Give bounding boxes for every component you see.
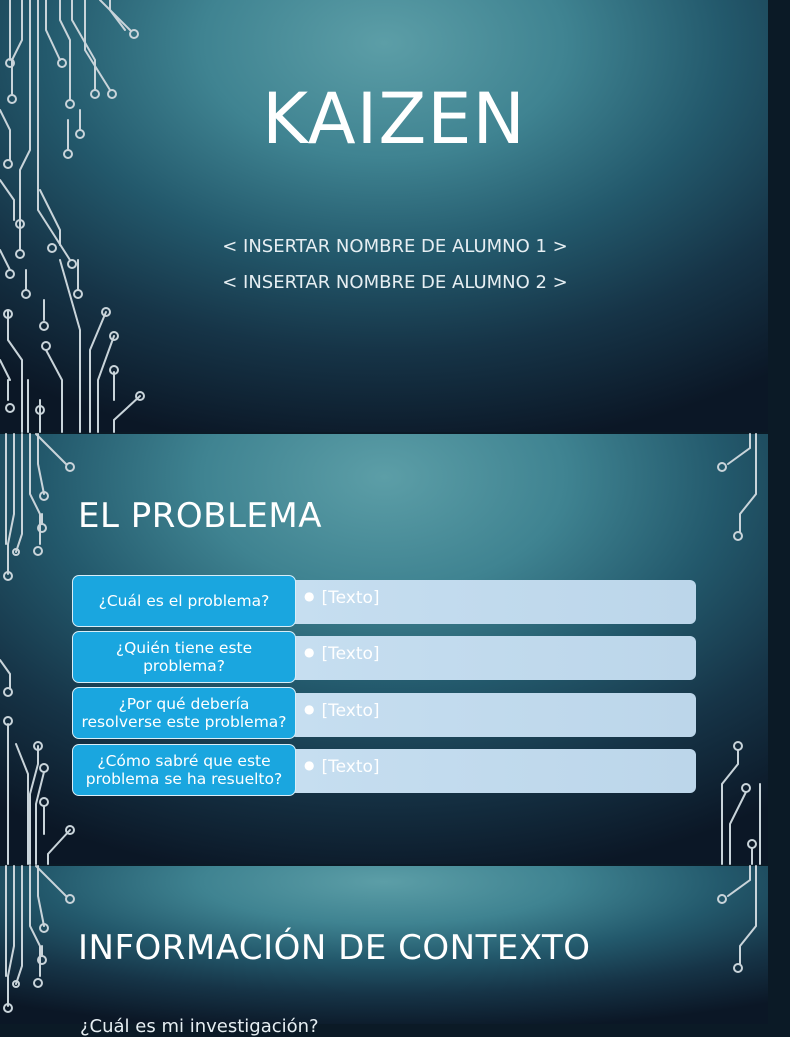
question-label: ¿Por qué debería resolverse este problema? <box>72 687 296 739</box>
answer-text: [Texto] <box>321 757 380 777</box>
title-slide <box>0 0 768 432</box>
question-label: ¿Cuál es el problema? <box>72 575 296 627</box>
answer-text: [Texto] <box>321 644 380 664</box>
bullet-icon: ● <box>304 758 315 772</box>
circuit-decoration-icon <box>0 0 768 432</box>
author-1: < INSERTAR NOMBRE DE ALUMNO 1 > <box>222 236 568 257</box>
problem-slide <box>0 434 768 864</box>
answer-bar <box>290 749 696 793</box>
question-label: ¿Cómo sabré que este problema se ha resuelto? <box>72 744 296 796</box>
answer-bar <box>290 636 696 680</box>
answer-text: [Texto] <box>321 701 380 721</box>
answer-bar <box>290 580 696 624</box>
context-bullet: ¿Cuál es mi investigación? <box>80 1016 319 1037</box>
slide-heading: INFORMACIÓN DE CONTEXTO <box>78 928 591 968</box>
bullet-icon: ● <box>304 702 315 716</box>
slide-heading: EL PROBLEMA <box>78 496 322 536</box>
bullet-icon: ● <box>304 645 315 659</box>
author-2: < INSERTAR NOMBRE DE ALUMNO 2 > <box>222 272 568 293</box>
answer-text: [Texto] <box>321 588 380 608</box>
context-slide <box>0 866 768 1037</box>
question-label: ¿Quién tiene este problema? <box>72 631 296 683</box>
slide-title: KAIZEN <box>262 78 526 160</box>
answer-bar <box>290 693 696 737</box>
bullet-icon: ● <box>304 589 315 603</box>
